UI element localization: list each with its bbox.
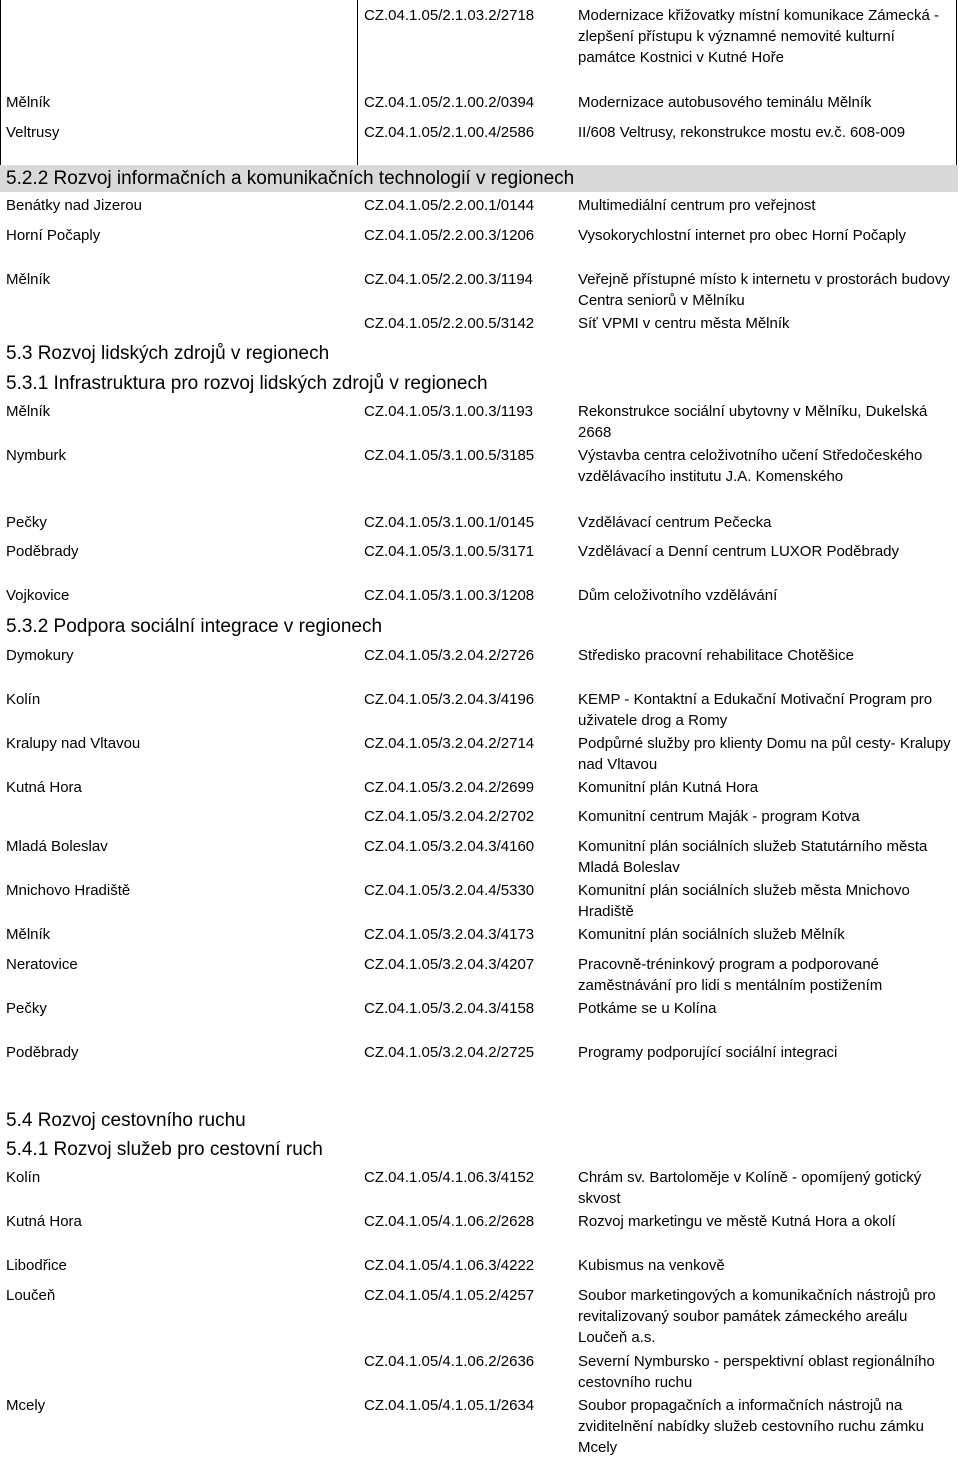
project-code: CZ.04.1.05/3.1.00.5/3185 [364,447,535,464]
place: Libodřice [6,1257,67,1274]
place: Mělník [6,271,51,288]
project-code: CZ.04.1.05/4.1.06.2/2628 [364,1213,535,1230]
project-name: Vysokorychlostní internet pro obec Horní Počaply [578,227,906,244]
project-code: CZ.04.1.05/3.2.04.3/4196 [364,691,535,708]
left-border [0,0,1,165]
project-code: CZ.04.1.05/3.1.00.5/3171 [364,543,535,560]
project-code: CZ.04.1.05/3.2.04.2/2726 [364,647,535,664]
project-code: CZ.04.1.05/2.1.03.2/2718 [364,7,535,24]
project-code: CZ.04.1.05/4.1.05.2/4257 [364,1287,535,1304]
project-code: CZ.04.1.05/3.2.04.2/2714 [364,735,535,752]
project-name: Soubor marketingových a komunikačních nástrojů pro revitalizovaný soubor památek zámeckého areálu Loučeň a.s. [578,1287,936,1346]
project-code: CZ.04.1.05/4.1.06.2/2636 [364,1353,535,1370]
project-name: Výstavba centra celoživotního učení Středočeského vzdělávacího institutu J.A. Komenského [578,447,923,485]
project-code: CZ.04.1.05/4.1.06.3/4152 [364,1169,535,1186]
place: Mělník [6,94,51,111]
place: Kolín [6,691,41,708]
project-code: CZ.04.1.05/3.2.04.3/4173 [364,926,535,943]
project-name: Rekonstrukce sociální ubytovny v Mělníku, Dukelská 2668 [578,403,928,441]
project-name: Kubismus na venkově [578,1257,725,1274]
place: Kutná Hora [6,1213,82,1230]
place: Mcely [6,1397,46,1414]
project-name: Rozvoj marketingu ve městě Kutná Hora a okolí [578,1213,896,1230]
project-name: Podpůrné služby pro klienty Domu na půl cesty- Kralupy nad Vltavou [578,735,951,773]
project-code: CZ.04.1.05/3.2.04.3/4207 [364,956,535,973]
place: Mladá Boleslav [6,838,108,855]
place: Poděbrady [6,543,79,560]
project-code: CZ.04.1.05/2.2.00.3/1194 [364,271,534,288]
place: Kutná Hora [6,779,82,796]
project-code: CZ.04.1.05/2.2.00.5/3142 [364,315,535,332]
project-name: Komunitní centrum Maják - program Kotva [578,808,860,825]
project-code: CZ.04.1.05/3.2.04.2/2725 [364,1044,535,1061]
section-heading: 5.3.2 Podpora sociální integrace v regionech [6,616,383,637]
place: Neratovice [6,956,78,973]
place: Benátky nad Jizerou [6,197,142,214]
project-name: Multimediální centrum pro veřejnost [578,197,816,214]
section-heading: 5.4 Rozvoj cestovního ruchu [6,1110,246,1131]
place: Kolín [6,1169,41,1186]
project-name: Severní Nymbursko - perspektivní oblast regionálního cestovního ruchu [578,1353,935,1391]
project-code: CZ.04.1.05/3.1.00.3/1208 [364,587,535,604]
project-name: Komunitní plán Kutná Hora [578,779,759,796]
project-name: Chrám sv. Bartoloměje v Kolíně - opomíjený gotický skvost [578,1169,922,1207]
place: Horní Počaply [6,227,101,244]
place: Veltrusy [6,124,60,141]
project-name: KEMP - Kontaktní a Edukační Motivační Program pro uživatele drog a Romy [578,691,933,729]
place: Nymburk [6,447,67,464]
project-code: CZ.04.1.05/4.1.05.1/2634 [364,1397,535,1414]
place: Poděbrady [6,1044,79,1061]
project-name: Modernizace křižovatky místní komunikace Zámecká - zlepšení přístupu k významné nemovité kulturní památce Kostnici v Kutné Hoře [578,7,939,66]
project-name: Síť VPMI v centru města Mělník [578,315,790,332]
project-code: CZ.04.1.05/2.1.00.2/0394 [364,94,535,111]
project-code: CZ.04.1.05/2.1.00.4/2586 [364,124,535,141]
project-code: CZ.04.1.05/4.1.06.3/4222 [364,1257,535,1274]
place: Pečky [6,1000,47,1017]
project-name: Veřejně přístupné místo k internetu v prostorách budovy Centra seniorů v Mělníku [578,271,950,309]
section-heading: 5.3.1 Infrastruktura pro rozvoj lidských zdrojů v regionech [6,373,488,394]
project-name: Programy podporující sociální integraci [578,1044,838,1061]
col-divider [357,0,358,165]
place: Dymokury [6,647,74,664]
project-name: II/608 Veltrusy, rekonstrukce mostu ev.č. 608-009 [578,124,906,141]
project-name: Středisko pracovní rehabilitace Chotěšice [578,647,854,664]
project-name: Komunitní plán sociálních služeb města Mnichovo Hradiště [578,882,910,920]
right-border [956,0,957,165]
project-code: CZ.04.1.05/3.2.04.3/4160 [364,838,535,855]
project-code: CZ.04.1.05/3.1.00.3/1193 [364,403,534,420]
project-name: Vzdělávací a Denní centrum LUXOR Poděbrady [578,543,899,560]
project-name: Dům celoživotního vzdělávání [578,587,778,604]
project-code: CZ.04.1.05/3.2.04.4/5330 [364,882,535,899]
project-code: CZ.04.1.05/3.2.04.2/2702 [364,808,535,825]
project-code: CZ.04.1.05/2.2.00.3/1206 [364,227,535,244]
project-name: Vzdělávací centrum Pečecka [578,514,772,531]
place: Loučeň [6,1287,56,1304]
project-code: CZ.04.1.05/3.2.04.3/4158 [364,1000,535,1017]
section-heading: 5.2.2 Rozvoj informačních a komunikačních technologií v regionech [0,165,958,192]
project-name: Komunitní plán sociálních služeb Statutárního města Mladá Boleslav [578,838,928,876]
place: Mnichovo Hradiště [6,882,131,899]
project-code: CZ.04.1.05/2.2.00.1/0144 [364,197,535,214]
project-name: Komunitní plán sociálních služeb Mělník [578,926,845,943]
project-name: Potkáme se u Kolína [578,1000,717,1017]
section-heading: 5.3 Rozvoj lidských zdrojů v regionech [6,343,330,364]
place: Kralupy nad Vltavou [6,735,141,752]
place: Vojkovice [6,587,70,604]
project-code: CZ.04.1.05/3.1.00.1/0145 [364,514,535,531]
project-name: Soubor propagačních a informačních nástrojů na zviditelnění nabídky služeb cestovního ruchu zámku Mcely [578,1397,925,1456]
project-name: Modernizace autobusového teminálu Mělník [578,94,872,111]
place: Pečky [6,514,47,531]
place: Mělník [6,926,51,943]
place: Mělník [6,403,51,420]
project-code: CZ.04.1.05/3.2.04.2/2699 [364,779,535,796]
project-name: Pracovně-tréninkový program a podporované zaměstnávání pro lidi s mentálním postižením [578,956,883,994]
section-heading: 5.4.1 Rozvoj služeb pro cestovní ruch [6,1139,323,1160]
